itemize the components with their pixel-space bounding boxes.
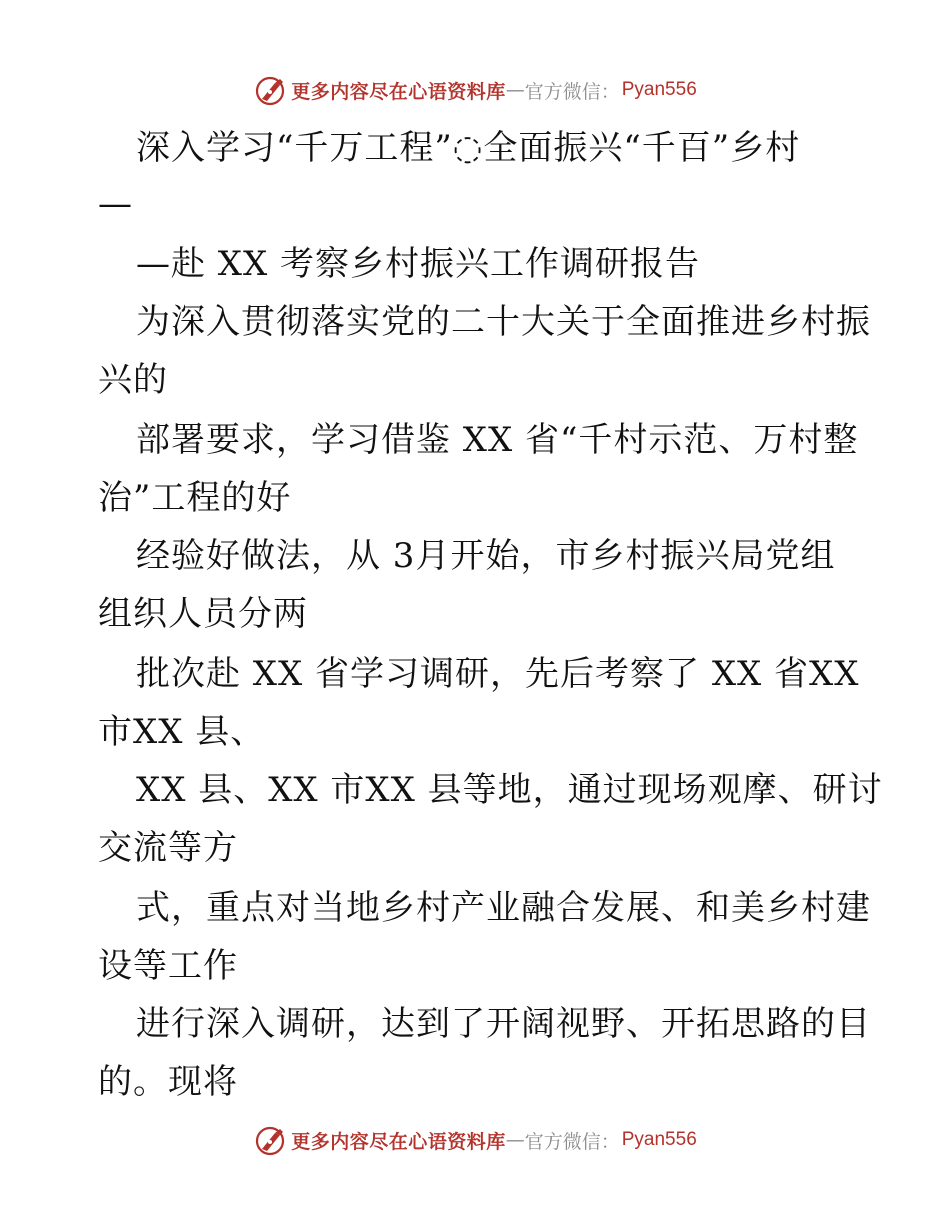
title-line-2: — [98,184,133,224]
body-line: 组织人员分两 [98,594,308,634]
pen-nib-logo-icon [253,1123,287,1157]
body-line: XX 县、XX 市XX 县等地，通过现场观摩、研讨 [136,770,883,810]
body-line: 治”工程的好 [98,478,292,518]
banner-wechat-label: 官方微信： [524,80,620,103]
footer-banner[interactable] [0,1120,950,1160]
body-line: 经验好做法，从 3月开始，市乡村振兴局党组 [136,536,836,576]
banner-slogan: 更多内容尽在心语资料库 [291,1130,506,1153]
banner-wechat-id: Pyan556 [621,1129,697,1150]
header-banner[interactable] [0,70,950,110]
subtitle-line: —赴 XX 考察乡村振兴工作调研报告 [136,244,701,284]
body-line: 批次赴 XX 省学习调研，先后考察了 XX 省XX [136,654,860,694]
body-line: 市XX 县、 [98,712,266,752]
banner-wechat-label: 官方微信： [524,1130,620,1153]
banner-separator: — [505,1129,525,1151]
body-line: 交流等方 [98,828,238,868]
body-line: 兴的 [98,360,168,400]
banner-slogan: 更多内容尽在心语资料库 [291,80,506,103]
body-line: 进行深入调研，达到了开阔视野、开拓思路的目 [136,1004,871,1044]
body-line: 式，重点对当地乡村产业融合发展、和美乡村建 [136,888,871,928]
banner-wechat-id: Pyan556 [621,79,697,100]
pen-nib-logo-icon [253,73,287,107]
body-line: 部署要求，学习借鉴 XX 省“千村示范、万村整 [136,420,859,460]
body-line: 的。现将 [98,1062,238,1102]
body-line: 设等工作 [98,946,238,986]
body-line: 为深入贯彻落实党的二十大关于全面推进乡村振 [136,302,871,342]
banner-separator: — [505,79,525,101]
title-line-1: 深入学习“千万工程”◌全面振兴“千百”乡村 [136,128,801,168]
